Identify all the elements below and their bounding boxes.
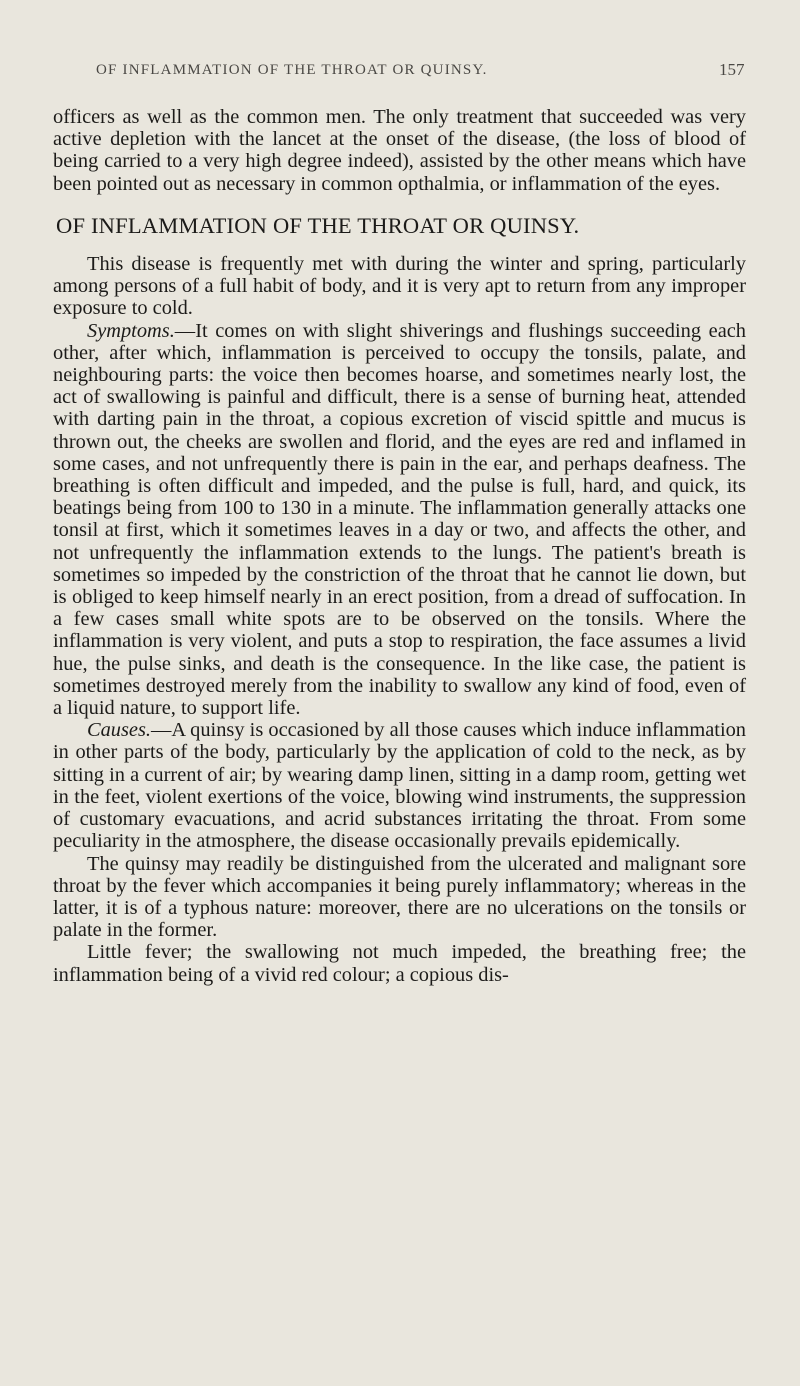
- paragraph-continuation: officers as well as the common men. The only treatment that succeeded was very active depletion with the lancet at the onset of the disease, (the loss of blood of being carried to a very high degree indeed), assisted by the other means which have been pointed out as necessary in common opthalmia, or inflammation of the eyes.: [53, 106, 746, 195]
- paragraph-intro: This disease is frequently met with during the winter and spring, particularly among persons of a full habit of body, and it is very apt to return from any improper exposure to cold.: [53, 253, 746, 320]
- symptoms-text: —It comes on with slight shiverings and flushings succeeding each other, after which, inflammation is perceived to occupy the tonsils, palate, and neighbouring parts: the voice then becomes hoarse, and sometimes nearly lost, the act of swallowing is painful and difficult, there is a sense of burning heat, attended with darting pain in the throat, a copious excretion of viscid spittle and mucus is thrown out, the cheeks are swollen and florid, and the eyes are red and inflamed in some cases, and not unfrequently there is pain in the ear, and perhaps deafness. The breathing is often difficult and impeded, and the pulse is full, hard, and quick, its beatings being from 100 to 130 in a minute. The inflammation generally attacks one tonsil at first, which it sometimes leaves in a day or two, and affects the other, and not unfrequently the inflammation extends to the lungs. The patient's breath is sometimes so impeded by the constriction of the throat that he cannot lie down, but is obliged to keep himself nearly in an erect position, from a dread of suffocation. In a few cases small white spots are to be observed on the tonsils. Where the inflammation is very violent, and puts a stop to respiration, the face assumes a livid hue, the pulse sinks, and death is the consequence. In the like case, the patient is sometimes destroyed merely from the inability to swallow any kind of food, even of a liquid nature, to support life.: [53, 319, 746, 720]
- section-title: OF INFLAMMATION OF THE THROAT OR QUINSY.: [56, 212, 580, 238]
- body-text: [53, 106, 746, 986]
- paragraph-causes: [53, 719, 746, 852]
- paragraph-little-fever: Little fever; the swallowing not much impeded, the breathing free; the inflammation being of a vivid red colour; a copious dis-: [53, 941, 746, 986]
- paragraph-diagnosis: The quinsy may readily be distinguished from the ulcerated and malignant sore throat by the fever which accompanies it being purely inflammatory; whereas in the latter, it is of a typhous nature: moreover, there are no ulcerations on the tonsils or palate in the former.: [53, 852, 746, 942]
- page-number: 157: [719, 60, 745, 79]
- causes-text: —A quinsy is occasioned by all those causes which induce inflammation in other parts of the body, particularly by the application of cold to the neck, as by sitting in a current of air; by wearing damp linen, sitting in a damp room, getting wet in the feet, violent exertions of the voice, blowing wind instruments, the suppression of customary evacuations, and acrid substances irritating the throat. From some peculiarity in the atmosphere, the disease occasionally prevails epidemically.: [53, 719, 746, 853]
- paragraph-symptoms: [53, 320, 746, 720]
- causes-label: Causes.: [87, 719, 152, 742]
- running-head: OF INFLAMMATION OF THE THROAT OR QUINSY.: [96, 62, 488, 78]
- symptoms-label: Symptoms.: [87, 319, 175, 342]
